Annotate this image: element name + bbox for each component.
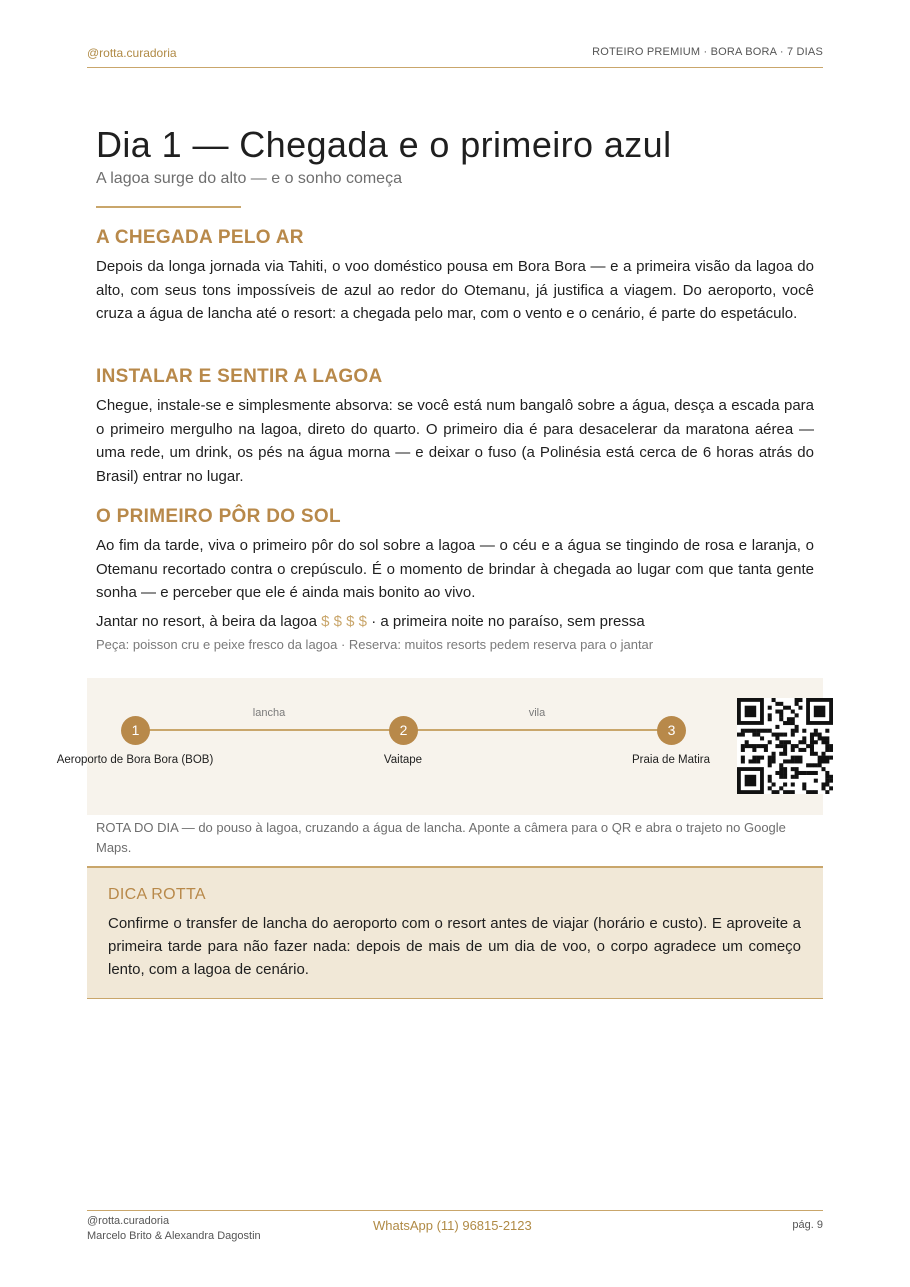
tip-heading: DICA ROTTA (108, 886, 206, 903)
page-subtitle: A lagoa surge do alto — e o sonho começa (96, 170, 402, 187)
section-arrival (96, 227, 814, 326)
qr-code-icon[interactable] (737, 698, 833, 794)
section-heading: INSTALAR E SENTIR A LAGOA (96, 366, 383, 387)
route-segment (135, 729, 403, 731)
leg-label-boat: lancha (252, 707, 286, 719)
stop-marker-1: 1 (121, 716, 150, 745)
footer-handle: @rotta.curadoria (87, 1215, 170, 1227)
route-panel (56, 678, 823, 815)
stop-marker-3: 3 (657, 716, 686, 745)
page-number: pág. 9 (792, 1219, 823, 1231)
footer-credits (87, 1214, 261, 1244)
section-body: Chegue, instale-se e simplesmente absorva: se você está num bangalô sobre a água, desça a escada para o primeiro mergulho na lagoa, direto do quarto. O primeiro dia é para desacelerar da maratona aérea — uma rede, um drink, os pés na água morna — e deixar o fuso (a Polinésia está cerca de 6 horas atrás do Brasil) entrar no lugar. (96, 397, 814, 485)
route-segment (403, 729, 671, 731)
header-doc-label: ROTEIRO PREMIUM · BORA BORA · 7 DIAS (592, 46, 823, 58)
footer-whatsapp[interactable]: WhatsApp (11) 96815-2123 (373, 1218, 532, 1233)
route-caption: ROTA DO DIA — do pouso à lagoa, cruzando a água de lancha. Aponte a câmera para o QR e abra o trajeto no Google Maps. (96, 820, 786, 855)
section-body: Ao fim da tarde, viva o primeiro pôr do sol sobre a lagoa — o céu e a água se tingindo de rosa e laranja, o Otemanu recortado contra o crepúsculo. É o momento de brindar à chegada ao lugar com que tanta gente sonha — e perceber que ele é ainda mais bonito ao vivo. (96, 537, 814, 601)
dinner-details: Peça: poisson cru e peixe fresco da lagoa · Reserva: muitos resorts pedem reserva para o jantar (96, 637, 654, 652)
page-header (87, 46, 823, 68)
leg-label-village: vila (528, 707, 546, 719)
section-heading: O PRIMEIRO PÔR DO SOL (96, 506, 341, 527)
tip-body: Confirme o transfer de lancha do aeroporto com o resort antes de viajar (horário e custo). E aproveite a primeira tarde para não fazer nada: depois de mais de um dia de voo, o corpo agradece um começo lento, com a lagoa de cenário. (108, 915, 801, 978)
stop-label-airport: Aeroporto de Bora Bora (BOB) (56, 754, 214, 766)
price-level: $ $ $ $ (321, 613, 368, 630)
stop-label-matira: Praia de Matira (632, 754, 710, 766)
page-footer (87, 1210, 823, 1250)
dinner-place: Jantar no resort, à beira da lagoa (96, 613, 317, 630)
page-title: Dia 1 — Chegada e o primeiro azul (96, 124, 672, 165)
dinner-note: · a primeira noite no paraíso, sem pressa (371, 613, 645, 630)
dinner-line (96, 613, 645, 630)
section-body: Depois da longa jornada via Tahiti, o voo doméstico pousa em Bora Bora — e a primeira visão da lagoa do alto, com seus tons impossíveis de azul ao redor do Otemanu, já justifica a viagem. Do aeroporto, você cruza a água de lancha até o resort: a chegada pelo mar, com o vento e o cenário, é parte do espetáculo. (96, 258, 814, 322)
title-divider (96, 206, 241, 208)
stop-marker-2: 2 (389, 716, 418, 745)
tip-box (87, 866, 823, 999)
section-heading: A CHEGADA PELO AR (96, 227, 304, 248)
stop-label-vaitape: Vaitape (383, 754, 423, 766)
footer-authors: Marcelo Brito & Alexandra Dagostin (87, 1230, 261, 1242)
header-handle: @rotta.curadoria (87, 46, 177, 60)
section-sunset (96, 506, 814, 605)
section-settle-in (96, 366, 814, 488)
qr-code-graphic (737, 698, 833, 794)
